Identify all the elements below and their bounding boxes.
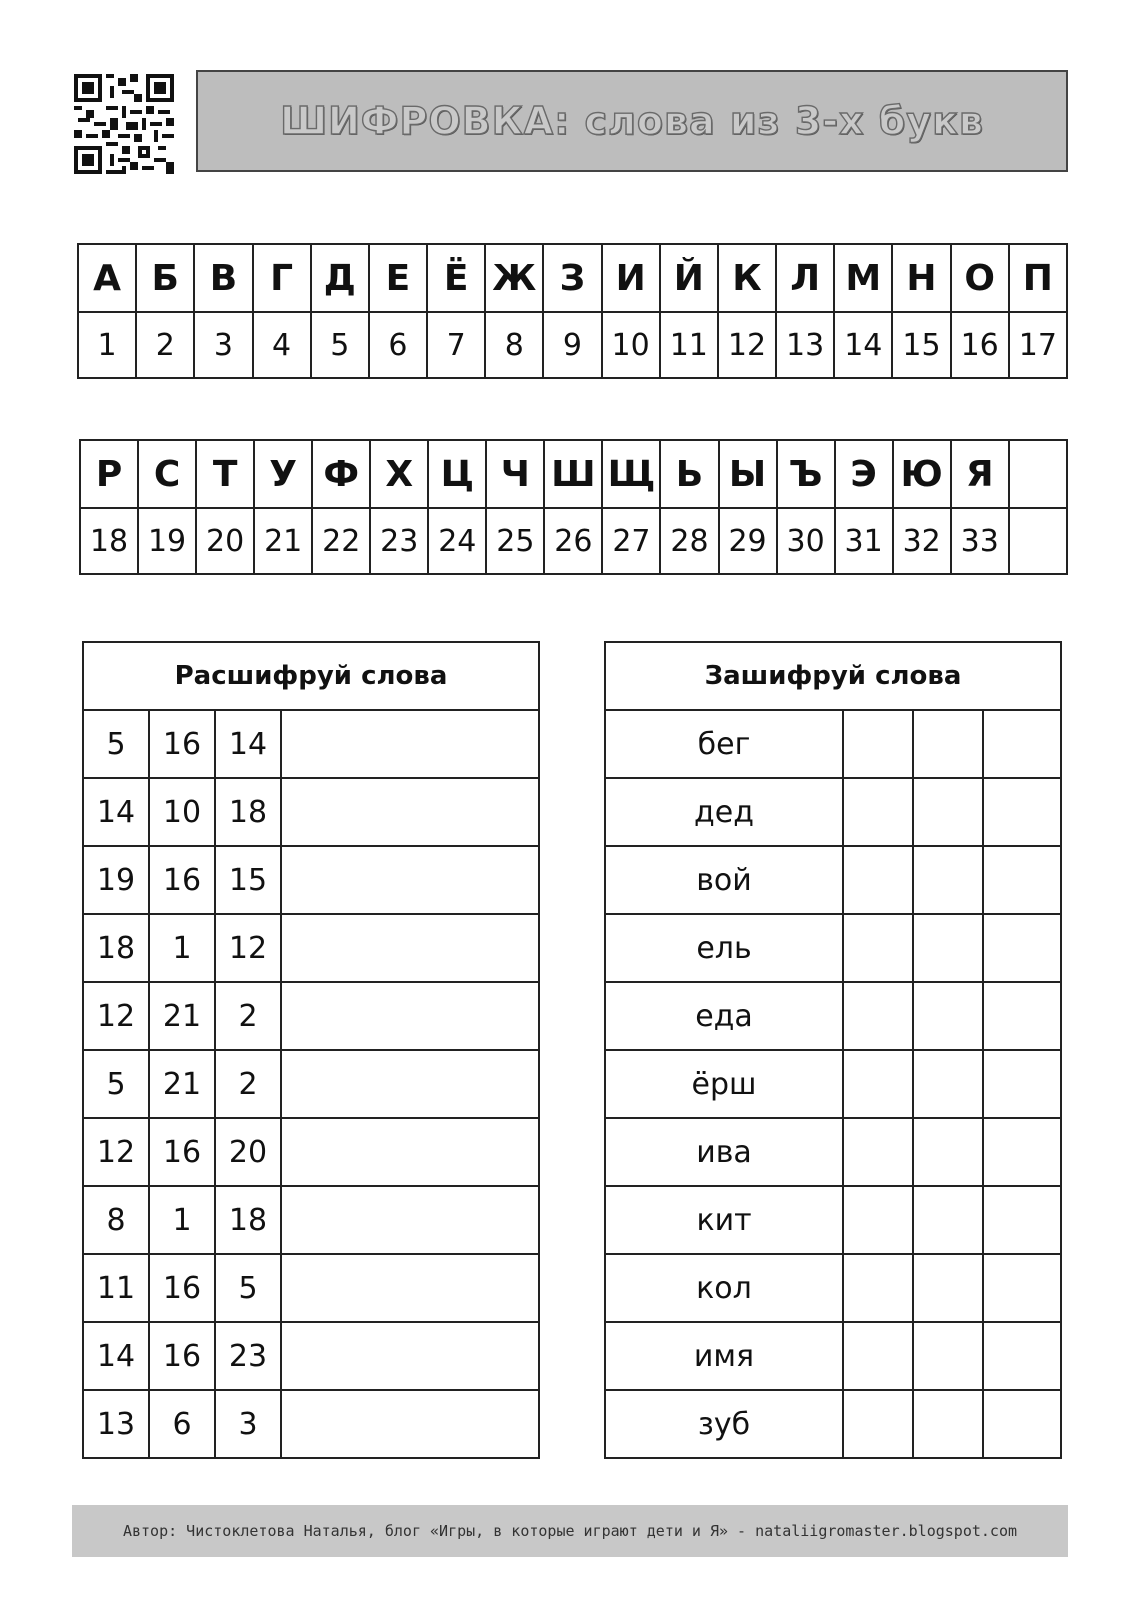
word-cell: ива — [605, 1118, 843, 1186]
answer-number-cell[interactable] — [983, 710, 1061, 778]
answer-word-cell[interactable] — [281, 914, 539, 982]
letter-cell: Ь — [660, 440, 718, 508]
number-cell: 8 — [485, 312, 543, 378]
code-number-cell: 12 — [83, 1118, 149, 1186]
number-cell: 24 — [428, 508, 486, 574]
answer-number-cell[interactable] — [983, 914, 1061, 982]
number-cell: 28 — [660, 508, 718, 574]
number-cell: 12 — [718, 312, 776, 378]
answer-number-cell[interactable] — [913, 846, 983, 914]
letter-cell: Я — [951, 440, 1009, 508]
number-cell: 1 — [78, 312, 136, 378]
letter-cell: Ф — [312, 440, 370, 508]
answer-number-cell[interactable] — [843, 1186, 913, 1254]
encode-row — [605, 1254, 1061, 1322]
code-number-cell: 10 — [149, 778, 215, 846]
encode-row — [605, 778, 1061, 846]
answer-number-cell[interactable] — [843, 1118, 913, 1186]
code-number-cell: 18 — [215, 778, 281, 846]
code-number-cell: 2 — [215, 1050, 281, 1118]
letter-cell: Г — [253, 244, 311, 312]
answer-number-cell[interactable] — [913, 1254, 983, 1322]
number-cell: 26 — [544, 508, 602, 574]
letter-cell: В — [194, 244, 252, 312]
letter-cell: Ш — [544, 440, 602, 508]
footer-credit: Автор: Чистоклетова Наталья, блог «Игры, в которые играют дети и Я» - nataliigromaster.blogspot.com — [72, 1505, 1068, 1557]
code-number-cell: 6 — [149, 1390, 215, 1458]
number-cell: 31 — [835, 508, 893, 574]
answer-number-cell[interactable] — [913, 1322, 983, 1390]
code-number-cell: 3 — [215, 1390, 281, 1458]
letter-cell: Ч — [486, 440, 544, 508]
number-cell: 27 — [602, 508, 660, 574]
word-cell: ель — [605, 914, 843, 982]
code-number-cell: 23 — [215, 1322, 281, 1390]
number-cell: 13 — [776, 312, 834, 378]
answer-word-cell[interactable] — [281, 1254, 539, 1322]
number-cell: 22 — [312, 508, 370, 574]
letter-cell: Н — [892, 244, 950, 312]
answer-number-cell[interactable] — [913, 710, 983, 778]
code-number-cell: 21 — [149, 982, 215, 1050]
letter-cell: Ю — [893, 440, 951, 508]
letter-cell: Е — [369, 244, 427, 312]
code-number-cell: 18 — [215, 1186, 281, 1254]
code-number-cell: 16 — [149, 846, 215, 914]
letter-cell: Ъ — [777, 440, 835, 508]
letter-cell: Р — [80, 440, 138, 508]
number-cell: 16 — [951, 312, 1009, 378]
answer-word-cell[interactable] — [281, 1322, 539, 1390]
letter-cell: И — [602, 244, 660, 312]
decode-row — [83, 914, 539, 982]
code-number-cell: 16 — [149, 1118, 215, 1186]
letter-row — [78, 244, 1067, 312]
code-number-cell: 2 — [215, 982, 281, 1050]
code-number-cell: 16 — [149, 1322, 215, 1390]
answer-number-cell[interactable] — [843, 778, 913, 846]
letter-cell: Ц — [428, 440, 486, 508]
word-cell: ёрш — [605, 1050, 843, 1118]
code-number-cell: 5 — [215, 1254, 281, 1322]
encode-row — [605, 710, 1061, 778]
answer-number-cell[interactable] — [913, 778, 983, 846]
number-cell: 5 — [311, 312, 369, 378]
letter-cell: Ё — [427, 244, 485, 312]
code-number-cell: 20 — [215, 1118, 281, 1186]
answer-number-cell[interactable] — [913, 1050, 983, 1118]
number-cell: 19 — [138, 508, 196, 574]
decode-row — [83, 1186, 539, 1254]
number-row — [80, 508, 1067, 574]
decode-row — [83, 846, 539, 914]
letter-cell — [1009, 440, 1067, 508]
encode-header: Зашифруй слова — [605, 642, 1061, 710]
page-title: ШИФРОВКА: слова из 3-х букв — [280, 99, 984, 143]
encode-row — [605, 982, 1061, 1050]
answer-number-cell[interactable] — [983, 1322, 1061, 1390]
encode-table — [604, 641, 1062, 1459]
decode-row — [83, 1118, 539, 1186]
answer-number-cell[interactable] — [843, 1050, 913, 1118]
number-cell: 30 — [777, 508, 835, 574]
letter-cell: К — [718, 244, 776, 312]
qr-code — [74, 74, 174, 174]
answer-number-cell[interactable] — [983, 1390, 1061, 1458]
decode-table — [82, 641, 540, 1459]
alphabet-table-1 — [77, 243, 1068, 379]
letter-cell: Л — [776, 244, 834, 312]
letter-cell: Х — [370, 440, 428, 508]
letter-cell: П — [1009, 244, 1067, 312]
answer-number-cell[interactable] — [913, 914, 983, 982]
answer-number-cell[interactable] — [983, 982, 1061, 1050]
code-number-cell: 16 — [149, 1254, 215, 1322]
code-number-cell: 16 — [149, 710, 215, 778]
word-cell: кит — [605, 1186, 843, 1254]
code-number-cell: 18 — [83, 914, 149, 982]
answer-number-cell[interactable] — [983, 1186, 1061, 1254]
number-cell: 6 — [369, 312, 427, 378]
letter-cell: У — [254, 440, 312, 508]
decode-row — [83, 982, 539, 1050]
answer-number-cell[interactable] — [843, 914, 913, 982]
letter-cell: Д — [311, 244, 369, 312]
answer-number-cell[interactable] — [983, 1118, 1061, 1186]
answer-number-cell[interactable] — [843, 1390, 913, 1458]
letter-cell: Щ — [602, 440, 660, 508]
word-cell: дед — [605, 778, 843, 846]
letter-cell: Й — [660, 244, 718, 312]
answer-number-cell[interactable] — [843, 710, 913, 778]
number-cell: 10 — [602, 312, 660, 378]
encode-row — [605, 1322, 1061, 1390]
word-cell: зуб — [605, 1390, 843, 1458]
number-cell: 17 — [1009, 312, 1067, 378]
code-number-cell: 12 — [83, 982, 149, 1050]
title-banner — [196, 70, 1068, 172]
word-cell: бег — [605, 710, 843, 778]
word-cell: вой — [605, 846, 843, 914]
code-number-cell: 11 — [83, 1254, 149, 1322]
answer-number-cell[interactable] — [843, 1322, 913, 1390]
number-cell: 23 — [370, 508, 428, 574]
decode-header: Расшифруй слова — [83, 642, 539, 710]
encode-row — [605, 1390, 1061, 1458]
number-cell: 2 — [136, 312, 194, 378]
code-number-cell: 8 — [83, 1186, 149, 1254]
answer-word-cell[interactable] — [281, 846, 539, 914]
code-number-cell: 21 — [149, 1050, 215, 1118]
answer-word-cell[interactable] — [281, 982, 539, 1050]
number-cell: 7 — [427, 312, 485, 378]
letter-cell: Ы — [719, 440, 777, 508]
answer-number-cell[interactable] — [983, 778, 1061, 846]
letter-cell: М — [834, 244, 892, 312]
encode-row — [605, 1118, 1061, 1186]
answer-word-cell[interactable] — [281, 1050, 539, 1118]
number-cell: 29 — [719, 508, 777, 574]
decode-row — [83, 778, 539, 846]
encode-row — [605, 914, 1061, 982]
decode-row — [83, 710, 539, 778]
number-cell: 32 — [893, 508, 951, 574]
letter-cell: Б — [136, 244, 194, 312]
code-number-cell: 1 — [149, 914, 215, 982]
answer-number-cell[interactable] — [843, 846, 913, 914]
number-cell: 15 — [892, 312, 950, 378]
number-cell: 25 — [486, 508, 544, 574]
word-cell: имя — [605, 1322, 843, 1390]
answer-number-cell[interactable] — [913, 982, 983, 1050]
encode-row — [605, 1186, 1061, 1254]
number-cell: 20 — [196, 508, 254, 574]
code-number-cell: 1 — [149, 1186, 215, 1254]
answer-word-cell[interactable] — [281, 710, 539, 778]
code-number-cell: 15 — [215, 846, 281, 914]
letter-cell: А — [78, 244, 136, 312]
answer-number-cell[interactable] — [983, 1050, 1061, 1118]
code-number-cell: 14 — [83, 1322, 149, 1390]
answer-number-cell[interactable] — [843, 982, 913, 1050]
answer-number-cell[interactable] — [983, 1254, 1061, 1322]
letter-cell: Ж — [485, 244, 543, 312]
answer-number-cell[interactable] — [913, 1118, 983, 1186]
word-cell: еда — [605, 982, 843, 1050]
alphabet-table-2 — [79, 439, 1068, 575]
code-number-cell: 5 — [83, 1050, 149, 1118]
answer-number-cell[interactable] — [843, 1254, 913, 1322]
code-number-cell: 12 — [215, 914, 281, 982]
letter-cell: С — [138, 440, 196, 508]
number-row — [78, 312, 1067, 378]
letter-cell: З — [543, 244, 601, 312]
decode-row — [83, 1322, 539, 1390]
number-cell: 21 — [254, 508, 312, 574]
code-number-cell: 14 — [83, 778, 149, 846]
answer-number-cell[interactable] — [913, 1186, 983, 1254]
answer-word-cell[interactable] — [281, 778, 539, 846]
number-cell: 11 — [660, 312, 718, 378]
decode-row — [83, 1390, 539, 1458]
number-cell: 18 — [80, 508, 138, 574]
decode-row — [83, 1254, 539, 1322]
number-cell: 9 — [543, 312, 601, 378]
code-number-cell: 14 — [215, 710, 281, 778]
letter-cell: Т — [196, 440, 254, 508]
answer-word-cell[interactable] — [281, 1186, 539, 1254]
encode-row — [605, 846, 1061, 914]
answer-number-cell[interactable] — [983, 846, 1061, 914]
letter-cell: Э — [835, 440, 893, 508]
number-cell: 3 — [194, 312, 252, 378]
number-cell: 14 — [834, 312, 892, 378]
code-number-cell: 19 — [83, 846, 149, 914]
number-cell: 33 — [951, 508, 1009, 574]
code-number-cell: 5 — [83, 710, 149, 778]
code-number-cell: 13 — [83, 1390, 149, 1458]
encode-row — [605, 1050, 1061, 1118]
number-cell: 4 — [253, 312, 311, 378]
answer-number-cell[interactable] — [913, 1390, 983, 1458]
answer-word-cell[interactable] — [281, 1390, 539, 1458]
word-cell: кол — [605, 1254, 843, 1322]
number-cell — [1009, 508, 1067, 574]
letter-cell: О — [951, 244, 1009, 312]
letter-row — [80, 440, 1067, 508]
decode-row — [83, 1050, 539, 1118]
answer-word-cell[interactable] — [281, 1118, 539, 1186]
